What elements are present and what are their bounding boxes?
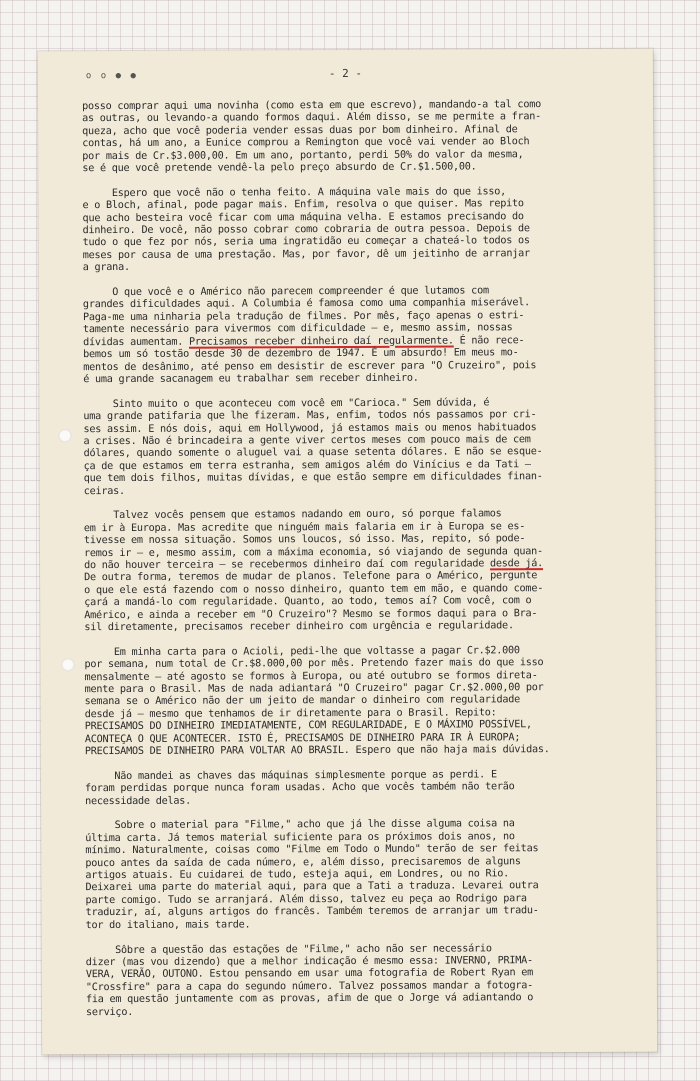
text-line: mensalmente — até agosto se formos à Europa, ou até outubro se formos direta- bbox=[84, 669, 538, 683]
text-line: Paga-me uma ninharia pela tradução de filmes. Por mês, faço apenas o estri- bbox=[82, 310, 525, 324]
text-line: ACONTEÇA O QUE ACONTECER. ISTO É, PRECISAMOS DE DINHEIRO PARA IR À EUROPA; bbox=[84, 731, 521, 745]
text-line: mente para o Brasil. Mas de nada adiantará "O Cruzeiro" pagar Cr.$2.000,00 por bbox=[84, 682, 544, 696]
paragraph bbox=[85, 818, 651, 932]
text-line: ceiras. bbox=[83, 485, 125, 497]
paragraph bbox=[85, 769, 651, 809]
text-line: artigos atuais. Eu cuidarei de tudo, esteja aqui, em Londres, ou no Rio. bbox=[85, 868, 510, 882]
text-line: O que você e o Américo não parecem compreender é que lutamos com bbox=[82, 285, 489, 299]
text-line: o que ele está fazendo com o nosso dinheiro, quanto tem em mão, e quando come- bbox=[84, 582, 544, 596]
text-line: Espero que você não o tenha feito. A máquina vale mais do que isso, bbox=[82, 186, 507, 199]
page-number: - 2 - bbox=[328, 66, 363, 81]
punch-hole bbox=[58, 429, 71, 442]
text-line: é uma grande sacanagem eu trabalhar sem receber dinheiro. bbox=[83, 372, 419, 386]
text-line: última carta. Já temos material suficiente para os próximos dois anos, no bbox=[85, 831, 515, 845]
text-line: que acho besteira você ficar com uma máquina velha. E estamos precisando do bbox=[82, 210, 524, 224]
paragraph bbox=[83, 396, 649, 498]
paragraph bbox=[84, 644, 650, 758]
text-line: meses por causa de uma prestação. Mas, por favor, dê um jeitinho de arranjar bbox=[82, 248, 530, 262]
text-line: desde já — mesmo que tenhamos de ir diretamente para o Brasil. Repito: bbox=[84, 707, 497, 720]
text-line: que tem dois filhos, muitas dívidas, e que estão sempre em dificuldades finan- bbox=[83, 471, 543, 485]
text-line: serviço. bbox=[85, 1006, 134, 1018]
underlined-phrase: Precisamos receber dinheiro daí regularmente. bbox=[188, 335, 454, 348]
text-line: tor do italiano, mais tarde. bbox=[85, 919, 251, 931]
text-line: queza, acho que você poderia vender essas duas por bom dinheiro. Afinal de bbox=[82, 124, 518, 137]
text-line: as outras, ou levando-a quando formos daqui. Além disso, se me permite a fran- bbox=[82, 111, 542, 125]
text-line: semana se o Américo não der um jeito de mandar o dinheiro com regularidade bbox=[84, 694, 521, 708]
text-line: ses assim. E nós dois, aqui em Hollywood, já estamos mais ou menos habituados bbox=[83, 421, 537, 435]
paragraph bbox=[84, 508, 651, 635]
text-line: a crises. Não é brincadeira a gente viver certos meses com pouco mais de cem bbox=[83, 434, 531, 448]
text-line: Sôbre a questão das estações de "Filme," acho não ser necessário bbox=[85, 942, 492, 956]
text-line: mentos de desânimo, até penso em desistir de escrever para "O Cruzeiro", pois bbox=[83, 359, 537, 373]
text-line: se é que você pretende vendê-la pelo preço absurdo de Cr.$1.500,00. bbox=[82, 161, 477, 175]
text-line: VERA, VERÃO, OUTONO. Estou pensando em usar uma fotografia de Robert Ryan em bbox=[85, 967, 534, 981]
text-line: traduzir, aí, alguns artigos do francês. Também teremos de arranjar um tradu- bbox=[85, 905, 539, 919]
text-line: Deixarei uma parte do material aqui, para que a Tati a traduza. Levarei outra bbox=[85, 880, 539, 894]
punch-hole bbox=[61, 658, 74, 671]
text-line: mínimo. Naturalmente, coisas como "Filme em Todo o Mundo" terão de ser feitas bbox=[85, 843, 539, 857]
text-line: dizer (mas vou dizendo) que a melhor indicação é mesmo essa: INVERNO, PRIMA- bbox=[85, 955, 533, 969]
text-line: por mais de Cr.$3.000,00. Em um ano, portanto, perdi 50% do valor da mesma, bbox=[82, 148, 524, 162]
paragraph bbox=[83, 285, 649, 387]
text-line: necessidade delas. bbox=[85, 795, 192, 807]
text-fragment: do não houver terceira — se recebermos dinheiro daí com regularidade bbox=[84, 558, 491, 572]
text-line: PRECISAMOS DO DINHEIRO IMEDIATAMENTE, COM REGULARIDADE, E O MÁXIMO POSSÍVEL, bbox=[84, 719, 532, 733]
text-line: Talvez vocês pensem que estamos nadando em ouro, só porque falamos bbox=[83, 508, 502, 522]
text-line: Sinto muito o que aconteceu com você em "Carioca." Sem dúvida, é bbox=[83, 397, 490, 410]
text-line: a grana. bbox=[82, 262, 130, 274]
page-marks: o o ● ● bbox=[85, 70, 138, 82]
text-line: tivesse em nossa situação. Somos uns loucos, só isso. Mas, repito, só pode- bbox=[83, 533, 526, 547]
text-line: PRECISAMOS DE DINHEIRO PARA VOLTAR AO BRASIL. Espero que não haja mais dúvidas. bbox=[84, 744, 550, 758]
text-line: foram perdidas porque nunca foram usadas. Acho que vocês também não terão bbox=[85, 781, 515, 795]
text-line: dinheiro. De você, não posso cobrar como cobraria de outra pessoa. Depois de bbox=[82, 223, 530, 237]
text-line: uma grande patifaria que lhe fizeram. Mas, enfim, todos nós passamos por cri- bbox=[83, 409, 537, 423]
text-line: Não mandei as chaves das máquinas simplesmente porque as perdi. E bbox=[84, 769, 497, 782]
text-line: em ir à Europa. Mas acredite que ninguém mais falaria em ir à Europa se es- bbox=[83, 520, 526, 534]
text-line: çará a mandá-lo com regularidade. Quanto, ao todo, temos aí? Com você, com o bbox=[84, 595, 532, 609]
text-line: grandes dificuldades aqui. A Columbia é famosa como uma companhia miserável. bbox=[82, 297, 531, 311]
text-line: bemos um só tostão desde 30 de dezembro de 1947. É um absurdo! Em meus mo- bbox=[83, 347, 519, 361]
text-line: De outra forma, teremos de mudar de planos. Telefone para o Américo, pergunte bbox=[84, 570, 538, 584]
underlined-phrase: desde já. bbox=[489, 558, 544, 570]
text-line: "Crossfire" para a capa do segundo número. Talvez possamos mandar a fotogra- bbox=[85, 979, 534, 993]
text-line: ça de que estamos em terra estranha, sem amigos além do Vinícius e da Tati — bbox=[83, 458, 531, 472]
text-line: dólares, quando somente o aluguel vai a quase setenta dólares. E não se esque- bbox=[83, 446, 543, 460]
paragraph bbox=[86, 942, 652, 1019]
text-line: posso comprar aqui uma novinha (como esta em que escrevo), mandando-a tal como bbox=[82, 99, 541, 113]
text-line: parte comigo. Tudo se arranjará. Além disso, talvez eu peça ao Rodrigo para bbox=[85, 893, 527, 907]
text-line: Sobre o material para "Filme," acho que já lhe disse alguma coisa na bbox=[85, 818, 515, 832]
text-line: sil diretamente, precisamos receber dinheiro com urgência e regularidade. bbox=[84, 620, 514, 634]
letter-body bbox=[82, 99, 652, 1032]
text-line: Em minha carta para o Acioli, pedi-lhe que voltasse a pagar Cr.$2.000 bbox=[84, 645, 520, 658]
text-fragment: É não rece- bbox=[453, 334, 525, 347]
text-line: tudo o que fez por nós, seria uma ingratidão eu começar a chateá-lo todos os bbox=[82, 235, 530, 249]
letter-page bbox=[38, 49, 657, 1055]
text-line: remos ir — e, mesmo assim, com a máxima economia, só viajando de segunda quan- bbox=[83, 545, 543, 559]
text-line: tamente necessário para vivermos com dificuldade — e, mesmo assim, nossas bbox=[83, 322, 513, 336]
paragraph bbox=[82, 99, 648, 176]
text-line: Américo, e ainda a receber em "O Cruzeiro"? Mesmo se formos daqui para o Bra- bbox=[84, 607, 538, 621]
paragraph bbox=[82, 186, 648, 275]
text-line: pouco antes da saída de cada número, e, além disso, precisaremos de alguns bbox=[85, 855, 521, 869]
text-fragment: dívidas aumentam. bbox=[83, 336, 190, 348]
text-line: por semana, num total de Cr.$8.000,00 por mês. Pretendo fazer mais do que isso bbox=[84, 657, 544, 671]
text-line: e o Bloch, afinal, pode pagar mais. Enfim, resolva o que quiser. Mas repito bbox=[82, 198, 524, 212]
text-line: contas, há um ano, a Eunice comprou a Remington que você vai vender ao Bloch bbox=[82, 136, 530, 150]
text-line: fia em questão juntamente com as provas, afim de que o Jorge vá adiantando o bbox=[85, 992, 534, 1006]
